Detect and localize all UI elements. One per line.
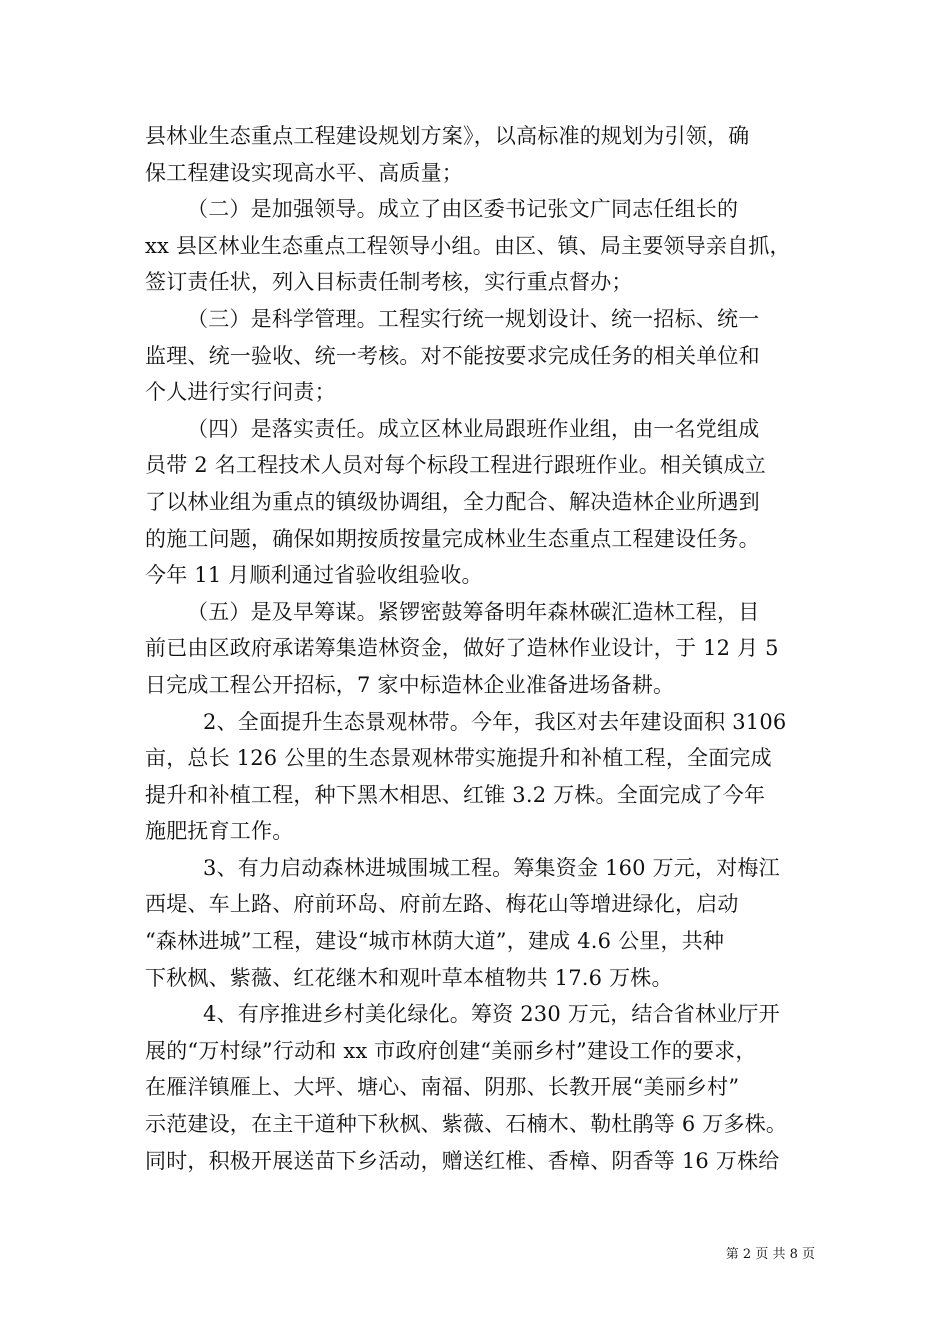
- text-line: 提升和补植工程，种下黑木相思、红锥 3.2 万株。全面完成了今年: [145, 782, 766, 807]
- text-line: 前已由区政府承诺筹集造林资金，做好了造林作业设计，于 12 月 5: [145, 636, 779, 661]
- text-line: “森林进城”工程，建设“城市林荫大道”，建成 4.6 公里，共种: [145, 929, 725, 954]
- text-line: 示范建设，在主干道种下秋枫、紫薇、石楠木、勒杜鹃等 6 万多株。: [145, 1112, 788, 1137]
- body-text: [145, 118, 815, 1179]
- page-footer: 第 2 页 共 8 页: [725, 1247, 815, 1262]
- text-line: 员带 2 名工程技术人员对每个标段工程进行跟班作业。相关镇成立: [145, 453, 766, 478]
- text-line: （二）是加强领导。成立了由区委书记张文广同志任组长的: [187, 197, 739, 222]
- text-line: 3、有力启动森林进城围城工程。筹集资金 160 万元，对梅江: [203, 855, 780, 880]
- text-line: 下秋枫、紫薇、红花继木和观叶草本植物共 17.6 万株。: [145, 965, 673, 990]
- text-line: 同时，积极开展送苗下乡活动，赠送红椎、香樟、阴香等 16 万株给: [145, 1148, 780, 1173]
- text-line: 县林业生态重点工程建设规划方案》，以高标准的规划为引领，确: [145, 124, 750, 148]
- text-line: 2、全面提升生态景观林带。今年，我区对去年建设面积 3106: [203, 709, 787, 734]
- text-line: （四）是落实责任。成立区林业局跟班作业组，由一名党组成: [187, 416, 760, 441]
- text-line: （三）是科学管理。工程实行统一规划设计、统一招标、统一: [187, 306, 760, 331]
- text-line: 的施工问题，确保如期按质按量完成林业生态重点工程建设任务。: [145, 526, 760, 551]
- text-line: 亩，总长 126 公里的生态景观林带实施提升和补植工程，全面完成: [145, 746, 772, 771]
- text-line: 签订责任状，列入目标责任制考核，实行重点督办；: [145, 270, 633, 295]
- text-line: 监理、统一验收、统一考核。对不能按要求完成任务的相关单位和: [145, 343, 760, 368]
- text-line: 了以林业组为重点的镇级协调组，全力配合、解决造林企业所遇到: [145, 489, 760, 514]
- text-line: 展的“万村绿”行动和 xx 市政府创建“美丽乡村”建设工作的要求，: [145, 1038, 757, 1063]
- text-line: 今年 11 月顺利通过省验收组验收。: [145, 563, 483, 588]
- text-line: （五）是及早筹谋。紧锣密鼓筹备明年森林碳汇造林工程，目: [187, 599, 760, 624]
- text-line: 4、有序推进乡村美化绿化。筹资 230 万元，结合省林业厅开: [203, 1002, 780, 1027]
- text-line: 日完成工程公开招标，7 家中标造林企业准备进场备耕。: [145, 672, 675, 697]
- text-line: 保工程建设实现高水平、高质量；: [145, 160, 463, 185]
- text-line: xx 县区林业生态重点工程领导小组。由区、镇、局主要领导亲自抓，: [145, 233, 791, 258]
- text-line: 西堤、车上路、府前环岛、府前左路、梅花山等增进绿化，启动: [145, 892, 739, 917]
- text-line: 个人进行实行问责；: [145, 380, 336, 405]
- text-line: 施肥抚育工作。: [145, 819, 294, 844]
- text-line: 在雁洋镇雁上、大坪、塘心、南福、阴那、长教开展“美丽乡村”: [145, 1075, 740, 1100]
